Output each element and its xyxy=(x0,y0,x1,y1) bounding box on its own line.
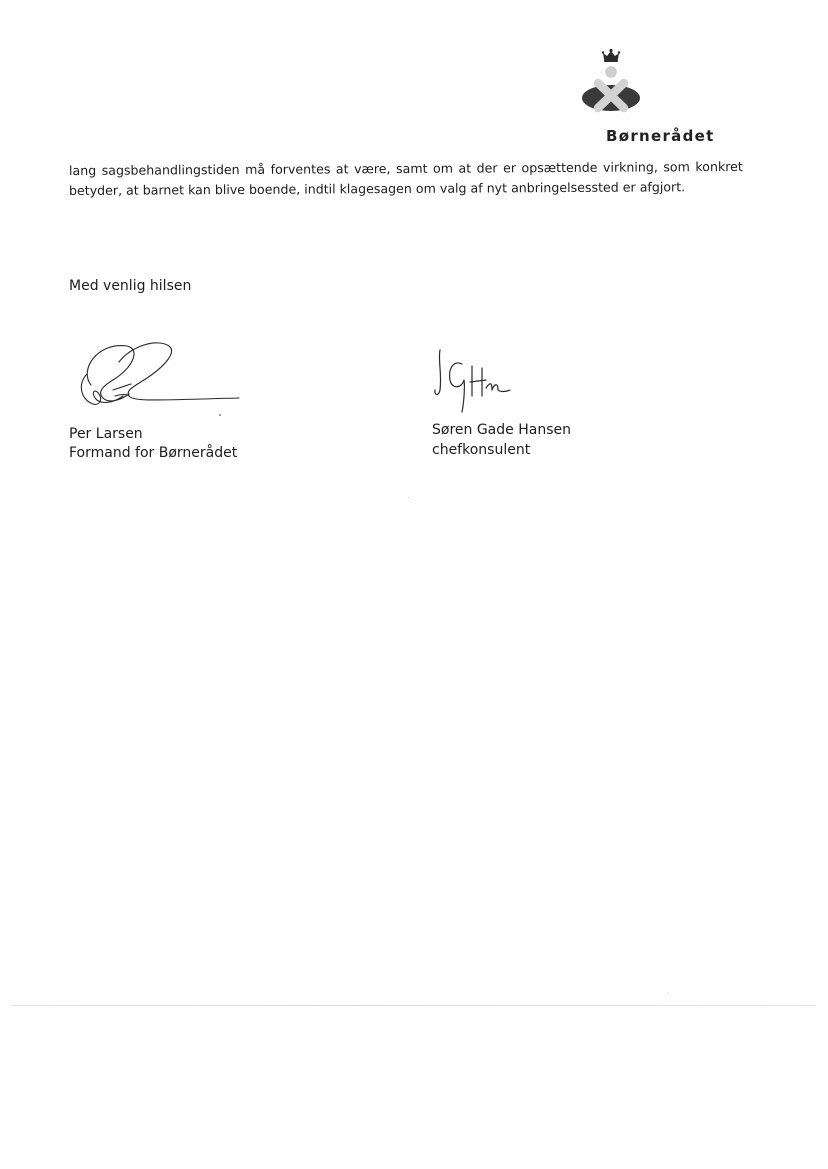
borneradet-crown-logo-icon xyxy=(576,48,646,118)
handwritten-signature-soren-gade-hansen xyxy=(432,346,552,416)
scan-speck xyxy=(408,497,409,498)
org-name: Børnerådet xyxy=(606,127,715,145)
scan-edge-line xyxy=(12,1005,816,1006)
signatory-title: chefkonsulent xyxy=(432,442,531,458)
body-text-line-1: lang sagsbehandlingstiden må forventes at være, samt om at der er opsættende virkning, som konkret xyxy=(68,158,743,178)
signatory-title: Formand for Børnerådet xyxy=(69,445,238,461)
handwritten-signature-per-larsen xyxy=(69,340,249,420)
scan-speck xyxy=(668,993,669,994)
body-text-line-2: betyder, at barnet kan blive boende, indtil klagesagen om valg af nyt anbringelsessted er afgjort. xyxy=(68,179,686,198)
signatory-name: Søren Gade Hansen xyxy=(432,422,571,438)
signatory-name: Per Larsen xyxy=(69,426,143,442)
closing-greeting: Med venlig hilsen xyxy=(69,278,192,294)
